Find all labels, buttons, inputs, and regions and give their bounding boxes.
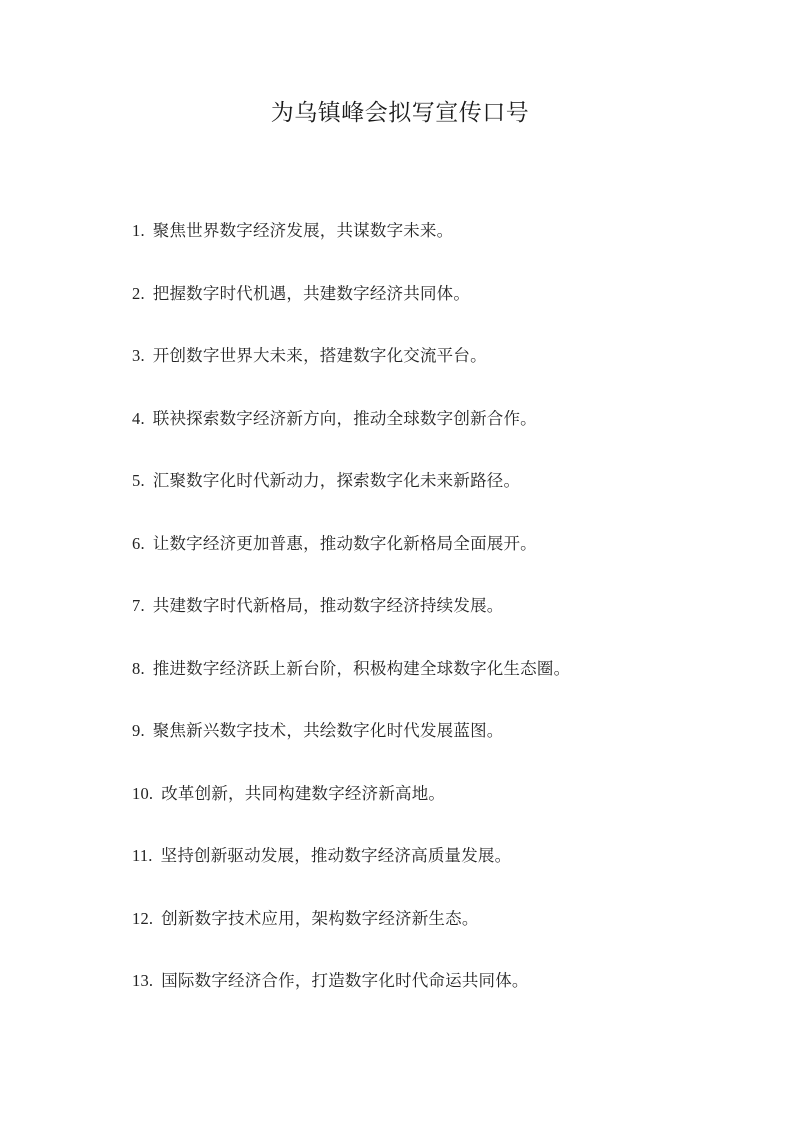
slogan-number: 6.	[132, 533, 145, 553]
slogan-text: 聚焦世界数字经济发展，共谋数字未来。	[152, 221, 454, 240]
slogan-text: 开创数字世界大未来，搭建数字化交流平台。	[152, 346, 487, 365]
slogan-text: 推进数字经济跃上新台阶，积极构建全球数字化生态圈。	[152, 658, 571, 678]
slogan-item	[132, 407, 772, 470]
slogan-text: 汇聚数字化时代新动力，探索数字化未来新路径。	[152, 471, 521, 490]
slogan-item	[132, 969, 772, 1032]
slogan-text: 坚持创新驱动发展，推动数字经济高质量发展。	[160, 846, 512, 865]
document-title: 为乌镇峰会拟写宣传口号	[270, 100, 530, 126]
slogan-number: 12.	[132, 908, 154, 928]
slogan-number: 9.	[132, 721, 145, 740]
slogan-item	[132, 782, 772, 845]
slogan-item	[132, 532, 772, 595]
slogan-item	[132, 719, 772, 782]
slogan-number: 4.	[132, 408, 145, 428]
slogan-number: 1.	[132, 221, 145, 240]
slogan-list	[132, 219, 772, 1032]
slogan-text: 把握数字时代机遇，共建数字经济共同体。	[152, 283, 471, 303]
slogan-text: 让数字经济更加普惠，推动数字化新格局全面展开。	[152, 533, 537, 553]
slogan-text: 国际数字经济合作，打造数字化时代命运共同体。	[161, 971, 529, 990]
slogan-item	[132, 219, 772, 282]
slogan-text: 聚焦新兴数字技术，共绘数字化时代发展蓝图。	[152, 721, 504, 740]
slogan-item	[132, 844, 772, 907]
slogan-number: 8.	[132, 658, 145, 678]
slogan-number: 7.	[132, 596, 145, 615]
slogan-text: 改革创新，共同构建数字经济新高地。	[161, 783, 446, 803]
slogan-item	[132, 657, 772, 720]
slogan-text: 共建数字时代新格局，推动数字经济持续发展。	[152, 596, 504, 615]
slogan-number: 13.	[132, 971, 154, 990]
slogan-text: 联袂探索数字经济新方向，推动全球数字创新合作。	[152, 408, 537, 428]
slogan-number: 3.	[132, 346, 145, 365]
slogan-number: 2.	[132, 283, 145, 303]
slogan-item	[132, 594, 772, 657]
slogan-item	[132, 282, 772, 345]
slogan-number: 11.	[132, 846, 153, 865]
slogan-text: 创新数字技术应用，架构数字经济新生态。	[161, 908, 479, 928]
slogan-item	[132, 469, 772, 532]
slogan-number: 10.	[132, 783, 154, 803]
slogan-item	[132, 344, 772, 407]
slogan-number: 5.	[132, 471, 145, 490]
slogan-item	[132, 907, 772, 970]
